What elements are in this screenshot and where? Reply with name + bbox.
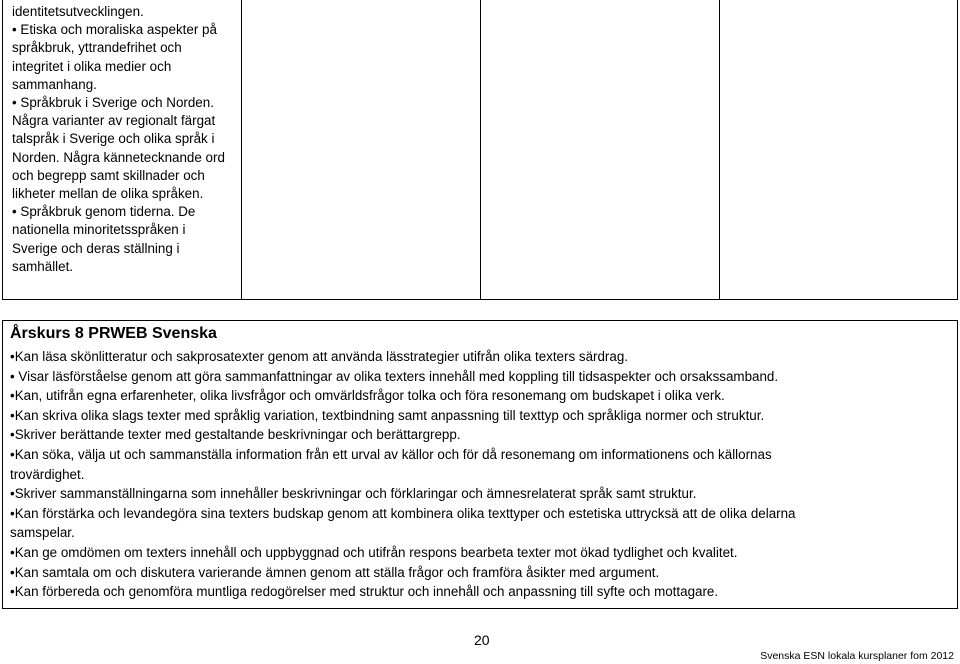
text-line: sammanhang. [12,76,97,92]
list-item: •Kan söka, välja ut och sammanställa information från ett urval av källor och för då resonemang om informationens och källornas [10,446,772,462]
list-item: •Kan skriva olika slags texter med språklig variation, textbindning samt anpassning till texttyp och språkliga normer och struktur. [10,407,765,423]
text-line: språkbruk, yttrandefrihet och [12,40,182,56]
course-goals-list [10,347,950,602]
text-line: Några varianter av regionalt färgat [12,113,216,129]
page-number: 20 [474,632,490,648]
course-title: Årskurs 8 PRWEB Svenska [10,325,217,342]
text-line: talspråk i Sverige och olika språk i [12,131,215,147]
text-line: Norden. Några kännetecknande ord [12,149,225,165]
text-line: nationella minoritetsspråken i [12,222,186,238]
list-item: •Kan, utifrån egna erfarenheter, olika livsfrågor och omvärldsfrågor tolka och föra resonemang om budskapet i olika verk. [10,388,725,404]
text-line: integritet i olika medier och [12,58,172,74]
footer-text: Svenska ESN lokala kursplaner fom 2012 [760,650,954,662]
text-line: och begrepp samt skillnader och [12,167,205,183]
table-cell-empty [241,0,481,300]
list-item: • Visar läsförståelse genom att göra sammanfattningar av olika texters innehåll med koppling till tidsaspekter och orsakssamband. [10,368,779,384]
table-cell-content [2,0,242,300]
text-line: Sverige och deras ställning i [12,240,180,256]
list-item: •Kan läsa skönlitteratur och sakprosatexter genom att använda lässtrategier utifrån olika texters särdrag. [10,349,629,364]
list-item: •Skriver berättande texter med gestaltande beskrivningar och berättargrepp. [10,427,461,443]
list-item: •Skriver sammanställningarna som innehåller beskrivningar och förklaringar och ämnesrelaterat språk samt struktur. [10,486,697,502]
list-item: •Kan förstärka och levandegöra sina texters budskap genom att kombinera olika texttyper och estetiska uttrycksä att de olika delarna [10,505,796,521]
text-line: • Etiska och moraliska aspekter på [12,22,217,38]
list-item: •Kan ge omdömen om texters innehåll och uppbyggnad och utifrån respons bearbeta texter mot ökad tydlighet och kvalitet. [10,544,738,560]
list-item-continuation: trovärdighet. [10,466,85,482]
text-line: identitetsutvecklingen. [12,4,144,19]
table-cell-empty [719,0,958,300]
list-item: •Kan samtala om och diskutera varierande ämnen genom att ställa frågor och framföra åsikter med argument. [10,564,660,580]
text-line: samhället. [12,258,74,274]
list-item: •Kan förbereda och genomföra muntliga redogörelser med struktur och innehåll och anpassning till syfte och mottagare. [10,584,719,600]
list-item-continuation: samspelar. [10,525,75,541]
text-line: • Språkbruk genom tiderna. De [12,204,196,220]
text-line: • Språkbruk i Sverige och Norden. [12,95,214,111]
table-cell-empty [480,0,720,300]
content-text [12,3,237,276]
text-line: likheter mellan de olika språken. [12,186,204,202]
